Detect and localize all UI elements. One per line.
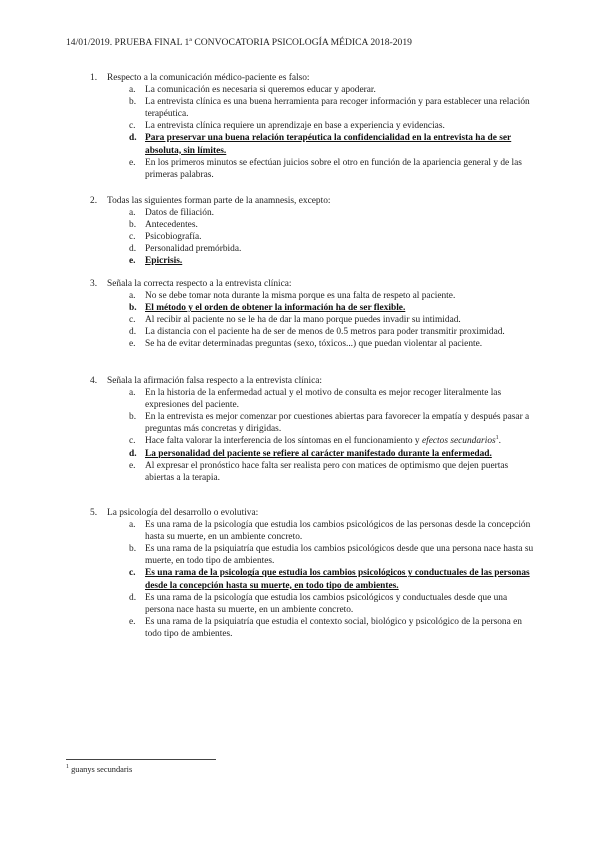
option xyxy=(90,314,538,326)
option-text: En la entrevista es mejor comenzar por cuestiones abiertas para favorecer la empatía y después pasar a preguntas más concretas y dirigidas. xyxy=(145,412,530,435)
option-letter: c. xyxy=(129,315,136,326)
options xyxy=(90,84,540,181)
option-correct xyxy=(90,132,538,156)
option xyxy=(90,435,538,447)
footnote-ref: 1 xyxy=(495,435,499,442)
option-correct xyxy=(90,448,538,460)
option-text: Es una rama de la psiquiatría que estudia el contexto social, biológico y psicológico de la persona en todo tipo de ambientes. xyxy=(145,616,522,639)
option-italic-text: efectos secundarios xyxy=(421,436,496,447)
option-letter: a. xyxy=(129,388,136,399)
question-stem xyxy=(90,278,540,290)
option-text: En los primeros minutos se efectúan juicios sobre el otro en función de la apariencia general y de las primeras palabras. xyxy=(145,157,522,180)
option-text: La personalidad del paciente se refiere al carácter manifestado durante la enfermedad. xyxy=(145,448,492,459)
question-text: Señala la correcta respecto a la entrevista clínica: xyxy=(107,279,292,289)
option-letter: e. xyxy=(129,256,136,267)
option-text: Para preservar una buena relación terapéutica la confidencialidad en la entrevista ha de ser absoluta, sin límites. xyxy=(145,133,512,156)
option-letter: d. xyxy=(129,244,137,255)
option-text: Es una rama de la psicología que estudia los cambios psicológicos y conductuales desde que una persona nace hasta su muerte, en un ambiente concreto. xyxy=(145,592,508,615)
option-text: La distancia con el paciente ha de ser de menos de 0.5 metros para poder transmitir proximidad. xyxy=(145,327,505,338)
option xyxy=(90,460,538,484)
option-letter: b. xyxy=(129,220,137,231)
question-text: La psicología del desarrollo o evolutiva: xyxy=(107,508,259,518)
option-letter: b. xyxy=(129,544,137,555)
option-text: La comunicación es necesaria si queremos educar y apoderar. xyxy=(145,85,376,96)
question xyxy=(90,507,540,640)
question-number: 2. xyxy=(90,196,98,206)
option-text: La entrevista clínica requiere un aprendizaje en base a experiencia y evidencias. xyxy=(145,121,445,132)
options xyxy=(90,290,540,350)
option-letter: a. xyxy=(129,291,136,302)
option-letter: c. xyxy=(129,121,136,132)
option-letter: d. xyxy=(129,448,137,459)
option-letter: a. xyxy=(129,208,136,219)
option xyxy=(90,519,538,543)
option-correct xyxy=(90,567,538,591)
option-text: Al expresar el pronóstico hace falta ser realista pero con matices de optimismo que dejen puertas abiertas a la terapia. xyxy=(145,460,509,483)
option-text: Es una rama de la psiquiatría que estudia los cambios psicológicos desde que una persona nace hasta su muerte, en todo tipo de ambientes. xyxy=(145,544,534,567)
option xyxy=(90,219,538,231)
option-letter: d. xyxy=(129,327,137,338)
option-text: El método y el orden de obtener la información ha de ser flexible. xyxy=(145,303,406,314)
question xyxy=(90,72,540,181)
option-letter: c. xyxy=(129,436,136,447)
options xyxy=(90,207,540,267)
question xyxy=(90,278,540,351)
option xyxy=(90,387,538,411)
option-letter: e. xyxy=(129,616,136,627)
option xyxy=(90,84,538,96)
option xyxy=(90,96,538,120)
option xyxy=(90,120,538,132)
option-letter: b. xyxy=(129,303,137,314)
option-letter: d. xyxy=(129,133,137,144)
question-stem xyxy=(90,507,540,519)
option xyxy=(90,207,538,219)
option-letter: e. xyxy=(129,460,136,471)
question-stem xyxy=(90,72,540,84)
option-text-end: . xyxy=(498,436,501,447)
question-text: Señala la afirmación falsa respecto a la entrevista clínica: xyxy=(107,376,322,386)
option-text: Antecedentes. xyxy=(145,220,198,231)
options xyxy=(90,519,540,640)
option-correct xyxy=(90,255,538,267)
option-text: Epicrisis. xyxy=(145,256,183,267)
option xyxy=(90,157,538,181)
option xyxy=(90,231,538,243)
option-text: Datos de filiación. xyxy=(145,208,214,219)
footnote xyxy=(66,764,132,776)
option-correct xyxy=(90,302,538,314)
option-letter: e. xyxy=(129,339,136,350)
option-text: Se ha de evitar determinadas preguntas (sexo, tóxicos...) que puedan violentar al paciente. xyxy=(145,339,483,350)
question-number: 4. xyxy=(90,376,98,386)
option-letter: a. xyxy=(129,520,136,531)
footnote-text: guanys secundaris xyxy=(71,765,133,774)
option-letter: a. xyxy=(129,85,136,96)
option-text: Personalidad premórbida. xyxy=(145,244,242,255)
footnote-mark: 1 xyxy=(66,764,69,771)
option xyxy=(90,290,538,302)
option-letter: b. xyxy=(129,97,137,108)
document-header: 14/01/2019. PRUEBA FINAL 1ª CONVOCATORIA PSICOLOGÍA MÉDICA 2018-2019 xyxy=(66,37,412,48)
option-text: La entrevista clínica es una buena herramienta para recoger información y para establecer una relación terapéutica. xyxy=(145,97,530,120)
option-letter: c. xyxy=(129,568,136,579)
option-text: Hace falta valorar la interferencia de los síntomas en el funcionamiento y xyxy=(145,436,422,447)
option-letter: c. xyxy=(129,232,136,243)
option xyxy=(90,411,538,435)
question xyxy=(90,195,540,268)
option xyxy=(90,592,538,616)
option xyxy=(90,243,538,255)
question xyxy=(90,375,540,484)
option-letter: d. xyxy=(129,592,137,603)
question-stem xyxy=(90,375,540,387)
option-text: Al recibir al paciente no se le ha de dar la mano porque puedes invadir su intimidad. xyxy=(145,315,461,326)
option-text: Es una rama de la psicología que estudia los cambios psicológicos de las personas desde la concepción hasta su muerte, en un ambiente concreto. xyxy=(145,520,531,543)
question-number: 3. xyxy=(90,279,98,289)
question-text: Respecto a la comunicación médico-paciente es falso: xyxy=(107,73,310,83)
option-letter: e. xyxy=(129,157,136,168)
option-text: Es una rama de la psicología que estudia los cambios psicológicos y conductuales de las personas desde la concepción hasta su muerte, en todo tipo de ambientes. xyxy=(145,568,530,591)
footnote-separator xyxy=(66,759,216,760)
question-stem xyxy=(90,195,540,207)
option-letter: b. xyxy=(129,412,137,423)
option-text: Psicobiografía. xyxy=(145,232,202,243)
option xyxy=(90,616,538,640)
option xyxy=(90,338,538,350)
option xyxy=(90,543,538,567)
options xyxy=(90,387,540,484)
option-text: No se debe tomar nota durante la misma porque es una falta de respeto al paciente. xyxy=(145,291,456,302)
option xyxy=(90,326,538,338)
question-number: 5. xyxy=(90,508,98,518)
question-number: 1. xyxy=(90,73,98,83)
option-text: En la historia de la enfermedad actual y el motivo de consulta es mejor recoger literalmente las expresiones del paciente. xyxy=(145,388,502,411)
question-text: Todas las siguientes forman parte de la anamnesis, excepto: xyxy=(107,196,331,206)
